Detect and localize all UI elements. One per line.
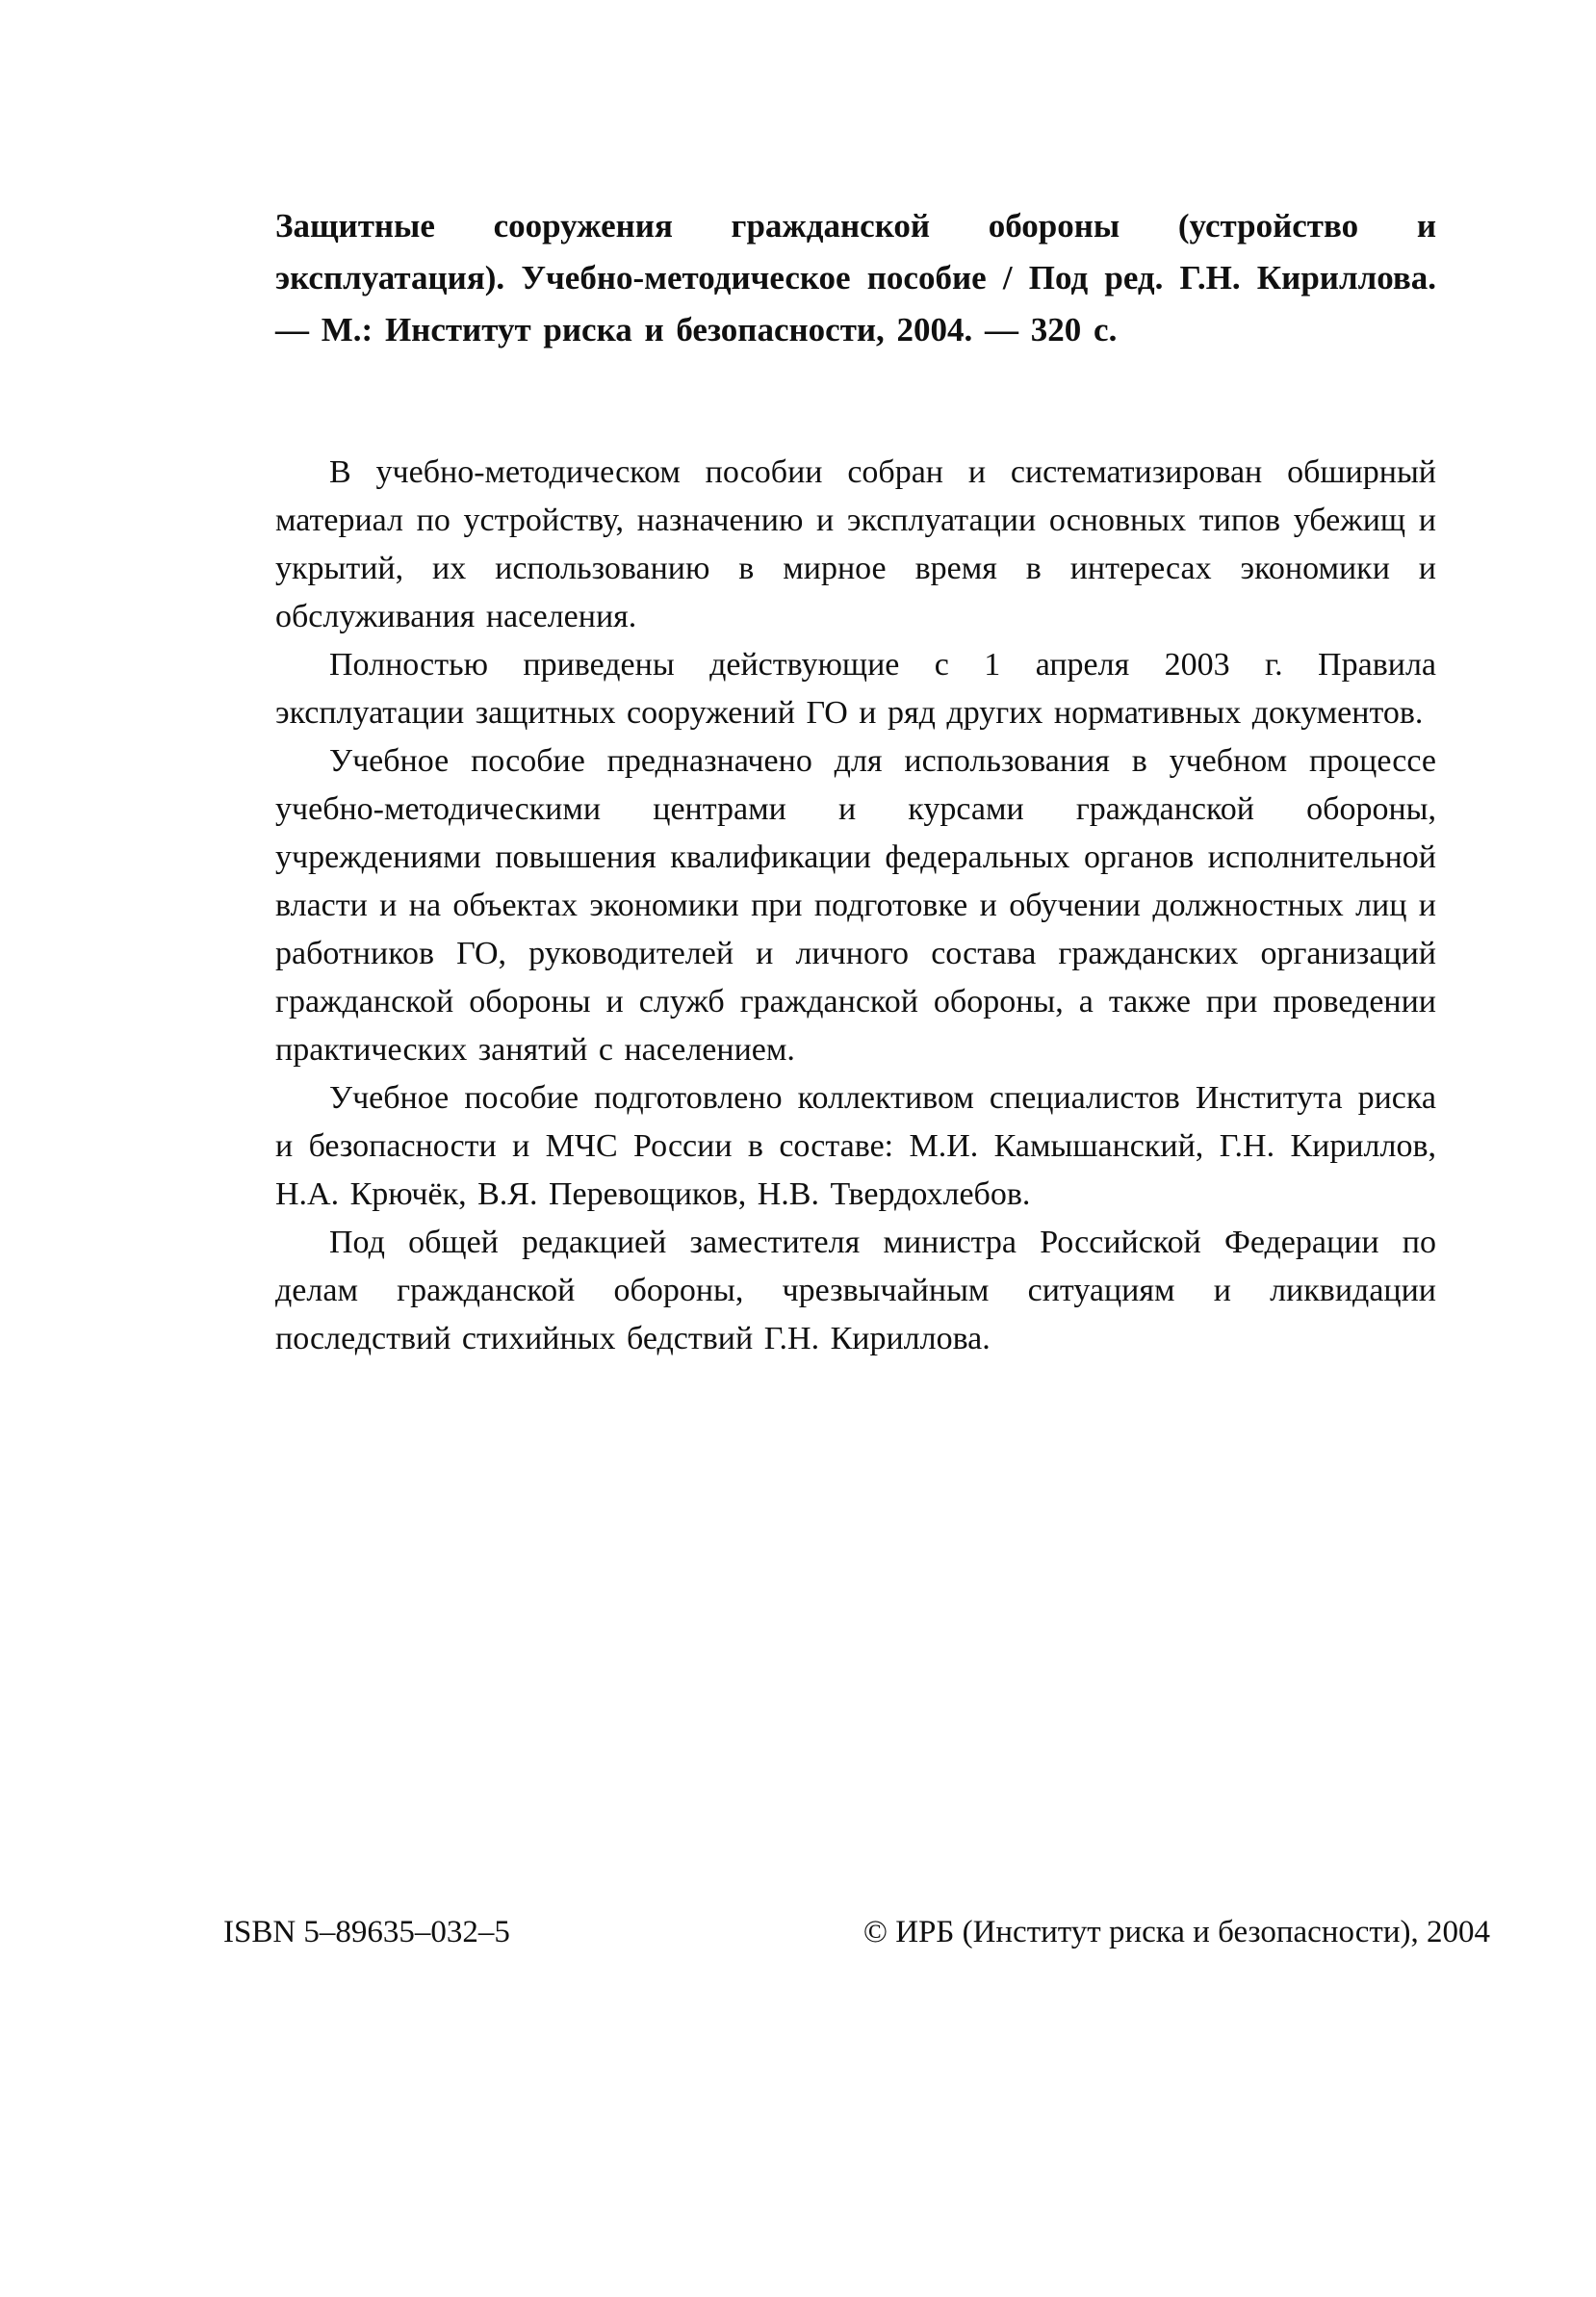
annotation-paragraph-2: Полностью приведены действующие с 1 апреля 2003 г. Правила эксплуатации защитных сооружений ГО и ряд других нормативных документов. (275, 647, 1436, 731)
annotation-paragraph-4: Учебное пособие подготовлено коллективом специалистов Института риска и безопасности и МЧС России в составе: М.И. Камышанский, Г.Н. Кириллов, Н.А. Крючёк, В.Я. Перевощиков, Н.В. Твердохлебов. (275, 1080, 1436, 1212)
isbn-number: ISBN 5–89635–032–5 (223, 1915, 510, 1949)
bibliographic-entry: Защитные сооружения гражданской обороны (устройство и эксплуатация). Учебно-методическое пособие / Под ред. Г.Н. Кириллова. — М.: Институт риска и безопасности, 2004. — 320 с. (275, 207, 1436, 348)
annotation-paragraph-3: Учебное пособие предназначено для использования в учебном процессе учебно-методическими центрами и курсами гражданской обороны, учреждениями повышения квалификации федеральных органов исполнительной власти и на объектах экономики при подготовке и обучении должностных лиц и работников ГО, руководителей и личного состава гражданских организаций гражданской обороны и служб гражданской обороны, а также при проведении практических занятий с населением. (275, 743, 1436, 1068)
annotation-paragraph-1: В учебно-методическом пособии собран и систематизирован обширный материал по устройству, назначению и эксплуатации основных типов убежищ и укрытий, их использованию в мирное время в интересах экономики и обслуживания населения. (275, 454, 1436, 634)
imprint-footer (223, 1911, 1490, 1953)
page-content (275, 200, 1436, 1363)
copyright-notice: © ИРБ (Институт риска и безопасности), 2004 (862, 1915, 1490, 1949)
annotation-paragraph-5: Под общей редакцией заместителя министра Российской Федерации по делам гражданской обороны, чрезвычайным ситуациям и ликвидации последствий стихийных бедствий Г.Н. Кириллова. (275, 1225, 1436, 1356)
